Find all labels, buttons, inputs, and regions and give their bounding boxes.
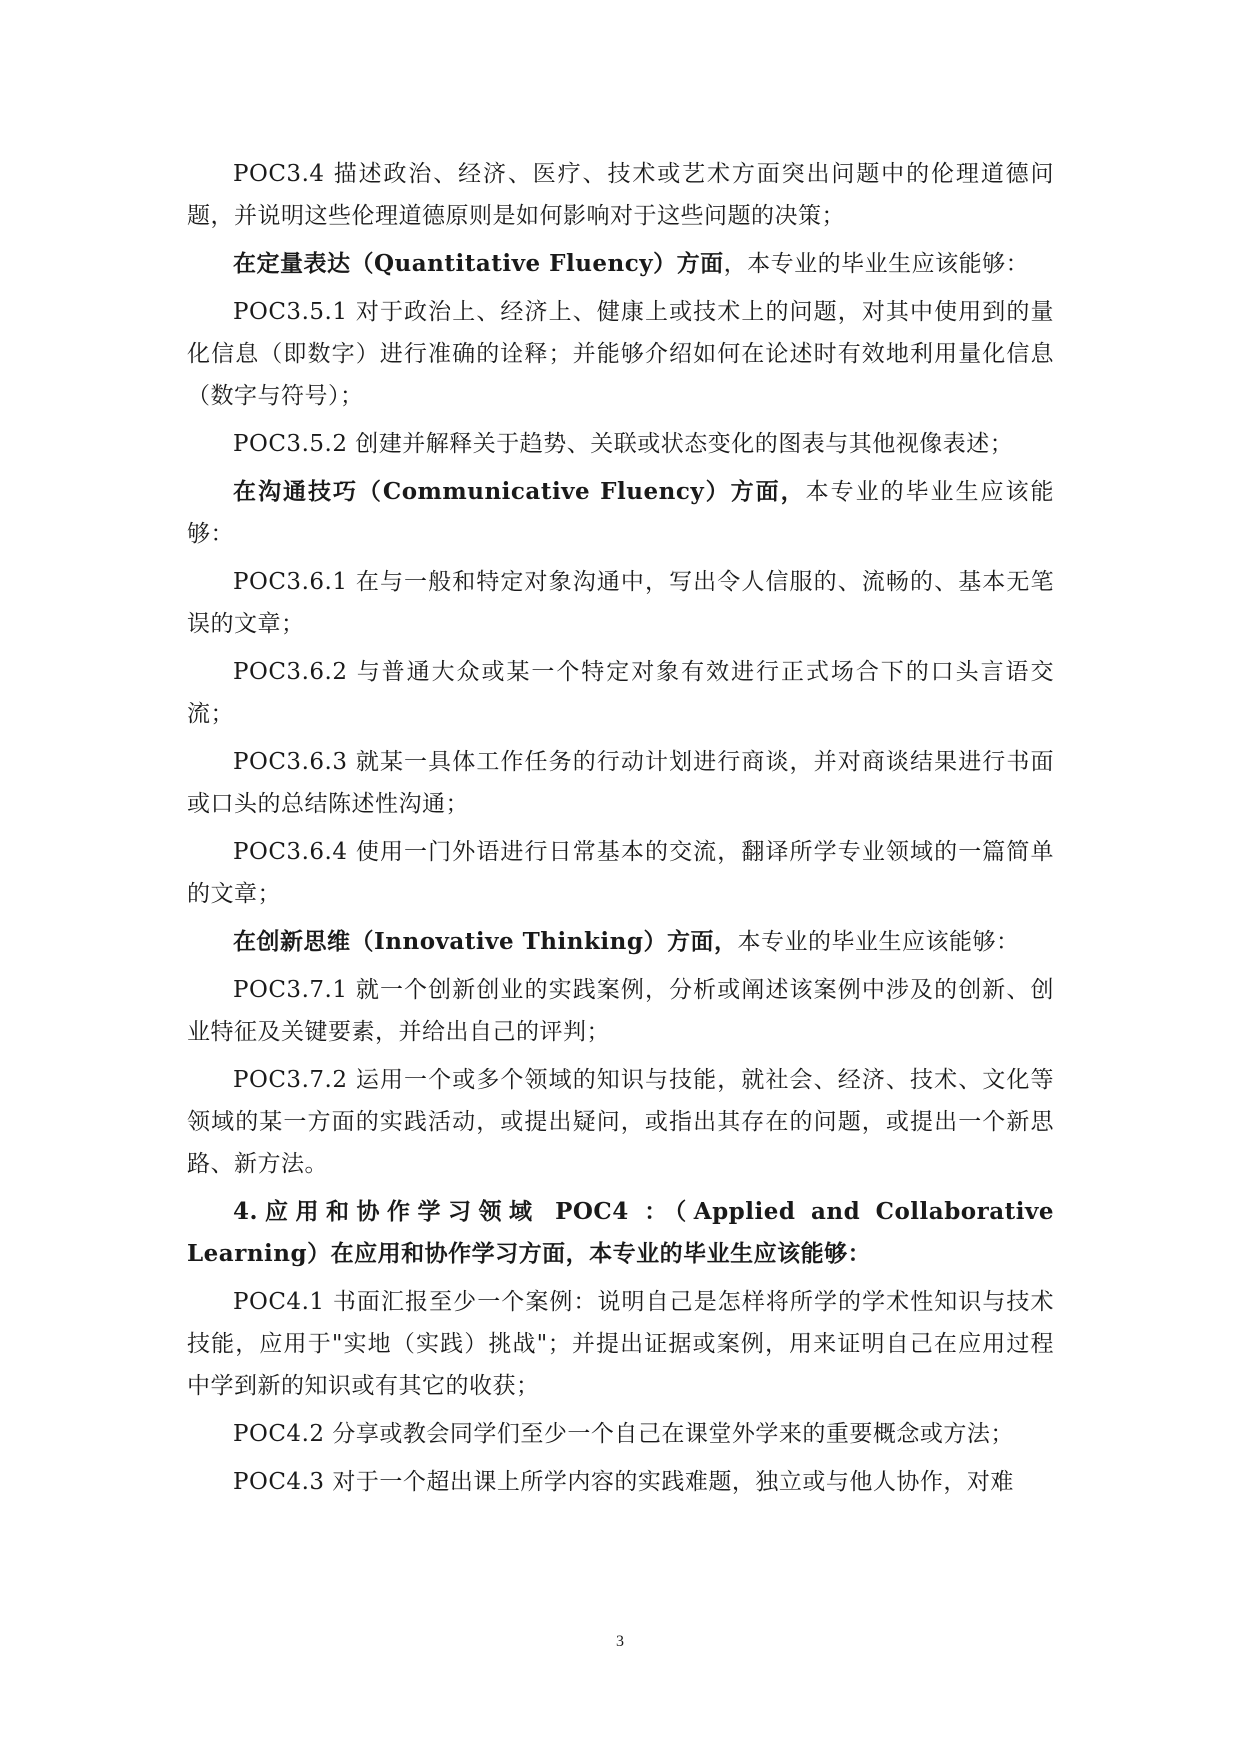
paragraph-text: POC3.5.2 创建并解释关于趋势、关联或状态变化的图表与其他视像表述； [233, 431, 1014, 457]
paragraph-text: POC3.7.1 就一个创新创业的实践案例，分析或阐述该案例中涉及的创新、创业特征及关键要素，并给出自己的评判； [187, 977, 1054, 1045]
heading-text: 4.应用和协作学习领域 POC4 ：（Applied and Collaborative Learning）在应用和协作学习方面，本专业的毕业生应该能够： [187, 1198, 1054, 1267]
paragraph-text: POC3.6.4 使用一门外语进行日常基本的交流，翻译所学专业领域的一篇简单的文章； [187, 839, 1054, 907]
heading-poc4-applied-collaborative [187, 1191, 1054, 1275]
paragraph-text: POC4.2 分享或教会同学们至少一个自己在课堂外学来的重要概念或方法； [233, 1421, 1014, 1447]
document-body [187, 153, 1054, 1509]
heading-tail-text: ，本专业的毕业生应该能够： [723, 251, 1030, 277]
paragraph-poc3-5-1 [187, 291, 1054, 417]
paragraph-text: POC3.4 描述政治、经济、医疗、技术或艺术方面突出问题中的伦理道德问题，并说明这些伦理道德原则是如何影响对于这些问题的决策； [187, 161, 1054, 229]
heading-text: 在沟通技巧（Communicative Fluency）方面， [233, 478, 806, 505]
paragraph-text: POC3.6.3 就某一具体工作任务的行动计划进行商谈，并对商谈结果进行书面或口头的总结陈述性沟通； [187, 749, 1054, 817]
heading-text: 在创新思维（Innovative Thinking）方面， [233, 928, 738, 955]
heading-quantitative-fluency [187, 243, 1054, 285]
paragraph-text: POC3.6.2 与普通大众或某一个特定对象有效进行正式场合下的口头言语交流； [187, 659, 1054, 727]
heading-tail-text: 本专业的毕业生应该能够： [187, 479, 1054, 547]
paragraph-text: POC3.6.1 在与一般和特定对象沟通中，写出令人信服的、流畅的、基本无笔误的文章； [187, 569, 1054, 637]
paragraph-poc3-6-3 [187, 741, 1054, 825]
paragraph-poc3-7-1 [187, 969, 1054, 1053]
heading-tail-text: 本专业的毕业生应该能够： [737, 929, 1020, 955]
paragraph-poc3-6-1 [187, 561, 1054, 645]
paragraph-poc3-6-2 [187, 651, 1054, 735]
heading-text: 在定量表达（Quantitative Fluency）方面 [233, 250, 724, 277]
paragraph-poc3-7-2 [187, 1059, 1054, 1185]
page-number: 3 [616, 1633, 624, 1650]
paragraph-text: POC3.7.2 运用一个或多个领域的知识与技能，就社会、经济、技术、文化等领域的某一方面的实践活动，或提出疑问，或指出其存在的问题，或提出一个新思路、新方法。 [187, 1067, 1054, 1177]
paragraph-text: POC3.5.1 对于政治上、经济上、健康上或技术上的问题，对其中使用到的量化信息（即数字）进行准确的诠释；并能够介绍如何在论述时有效地利用量化信息（数字与符号）； [187, 299, 1054, 409]
paragraph-text: POC4.3 对于一个超出课上所学内容的实践难题，独立或与他人协作，对难 [233, 1469, 1014, 1495]
paragraph-poc4-2 [187, 1413, 1054, 1455]
paragraph-poc3-6-4 [187, 831, 1054, 915]
heading-communicative-fluency [187, 471, 1054, 555]
paragraph-poc3-4 [187, 153, 1054, 237]
paragraph-poc4-1 [187, 1281, 1054, 1407]
paragraph-text: POC4.1 书面汇报至少一个案例：说明自己是怎样将所学的学术性知识与技术技能，应用于"实地（实践）挑战"；并提出证据或案例，用来证明自己在应用过程中学到新的知识或有其它的收获； [187, 1289, 1054, 1399]
paragraph-poc4-3 [187, 1461, 1054, 1503]
heading-innovative-thinking [187, 921, 1054, 963]
paragraph-poc3-5-2 [187, 423, 1054, 465]
